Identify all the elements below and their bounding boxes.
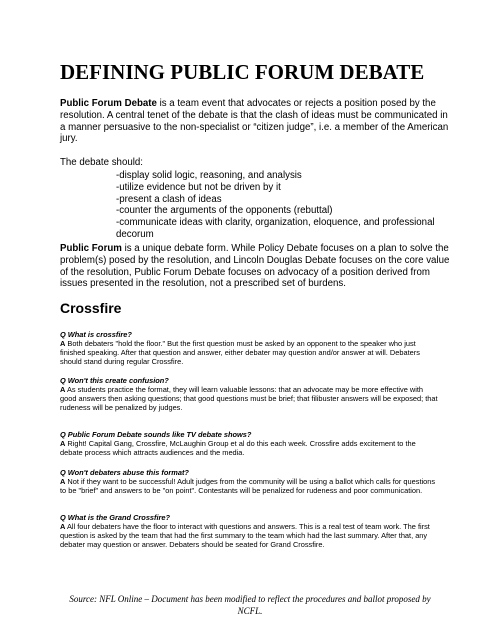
qa-answer	[60, 522, 440, 549]
intro-lead: Public Forum Debate	[60, 98, 157, 109]
should-label: The debate should:	[60, 157, 143, 168]
qa-answer-lead: A	[60, 439, 66, 449]
should-list	[116, 170, 436, 241]
should-item: -counter the arguments of the opponents (rebuttal)	[116, 205, 333, 217]
qa-answer-text: All four debaters have the floor to interact with questions and answers. This is a real test of team work. The first question is asked by the team that had the first summary to the team which had the last summary. After that, any debater may question or answer. Debaters should be seated for Grand Crossfire.	[60, 522, 430, 550]
intro-paragraph	[60, 98, 450, 145]
should-item: -display solid logic, reasoning, and analysis	[116, 170, 302, 181]
should-item: -present a clash of ideas	[116, 193, 222, 205]
qa-answer-text: Both debaters "hold the floor." But the first question must be asked by an opponent to the speaker who just finished speaking. After that question and answer, either debater may question and/or answer at will. Debaters should stand during regular Crossfire.	[60, 339, 420, 367]
qa-block	[60, 468, 440, 495]
qa-answer-text: Not if they want to be successful! Adult judges from the community will be using a ballot which calls for questions to be "brief" and answers to be "on point". Contestants will be penalized for rudeness and poor communication.	[60, 477, 436, 496]
qa-question: Q What is the Grand Crossfire?	[60, 513, 171, 522]
qa-block	[60, 376, 440, 412]
qa-answer-text: Right! Capital Gang, Crossfire, McLaughin Group et al do this each week. Crossfire adds excitement to the debate process which attracts audiences and the media.	[60, 439, 416, 458]
qa-answer-text: As students practice the format, they will learn valuable lessons: that an advocate may be more effective with good answers then asking questions; that good questions must be brief; that filibuster answers will be exposed; that rudeness will be penalized by judges.	[60, 385, 438, 413]
crossfire-heading: Crossfire	[60, 300, 122, 316]
qa-answer	[60, 439, 440, 457]
qa-answer-lead: A	[60, 385, 66, 395]
qa-answer-lead: A	[60, 339, 66, 349]
qa-answer-lead: A	[60, 522, 66, 532]
should-item: -utilize evidence but not be driven by it	[116, 181, 281, 193]
qa-answer	[60, 339, 440, 366]
qa-answer-lead: A	[60, 477, 66, 487]
qa-question: Q What is crossfire?	[60, 330, 132, 339]
qa-question: Q Won't debaters abuse this format?	[60, 468, 189, 477]
qa-question: Q Public Forum Debate sounds like TV debate shows?	[60, 430, 252, 439]
qa-block	[60, 430, 440, 457]
pf-body: is a unique debate form. While Policy Debate focuses on a plan to solve the problem(s) posed by the resolution, and Lincoln Douglas Debate focuses on the core value of the resolution, Public Forum Debate focuses on advocacy of a position derived from issues presented in the resolution, not a prescribed set of burdens.	[60, 243, 450, 290]
source-footer: Source: NFL Online – Document has been modified to reflect the procedures and ballot proposed by NCFL.	[69, 594, 431, 616]
page-title: DEFINING PUBLIC FORUM DEBATE	[60, 60, 425, 84]
intro-body: is a team event that advocates or rejects a position posed by the resolution. A central tenet of the debate is that the clash of ideas must be communicated in a manner persuasive to the non-specialist or “citizen judge”, i.e. a member of the American jury.	[60, 98, 449, 145]
qa-answer	[60, 385, 440, 412]
qa-answer	[60, 477, 440, 495]
public-forum-paragraph	[60, 243, 450, 290]
qa-block	[60, 513, 440, 549]
should-item: -communicate ideas with clarity, organization, eloquence, and professional decorum	[116, 217, 435, 240]
qa-question: Q Won't this create confusion?	[60, 376, 169, 385]
pf-lead: Public Forum	[60, 243, 122, 254]
qa-block	[60, 330, 440, 366]
